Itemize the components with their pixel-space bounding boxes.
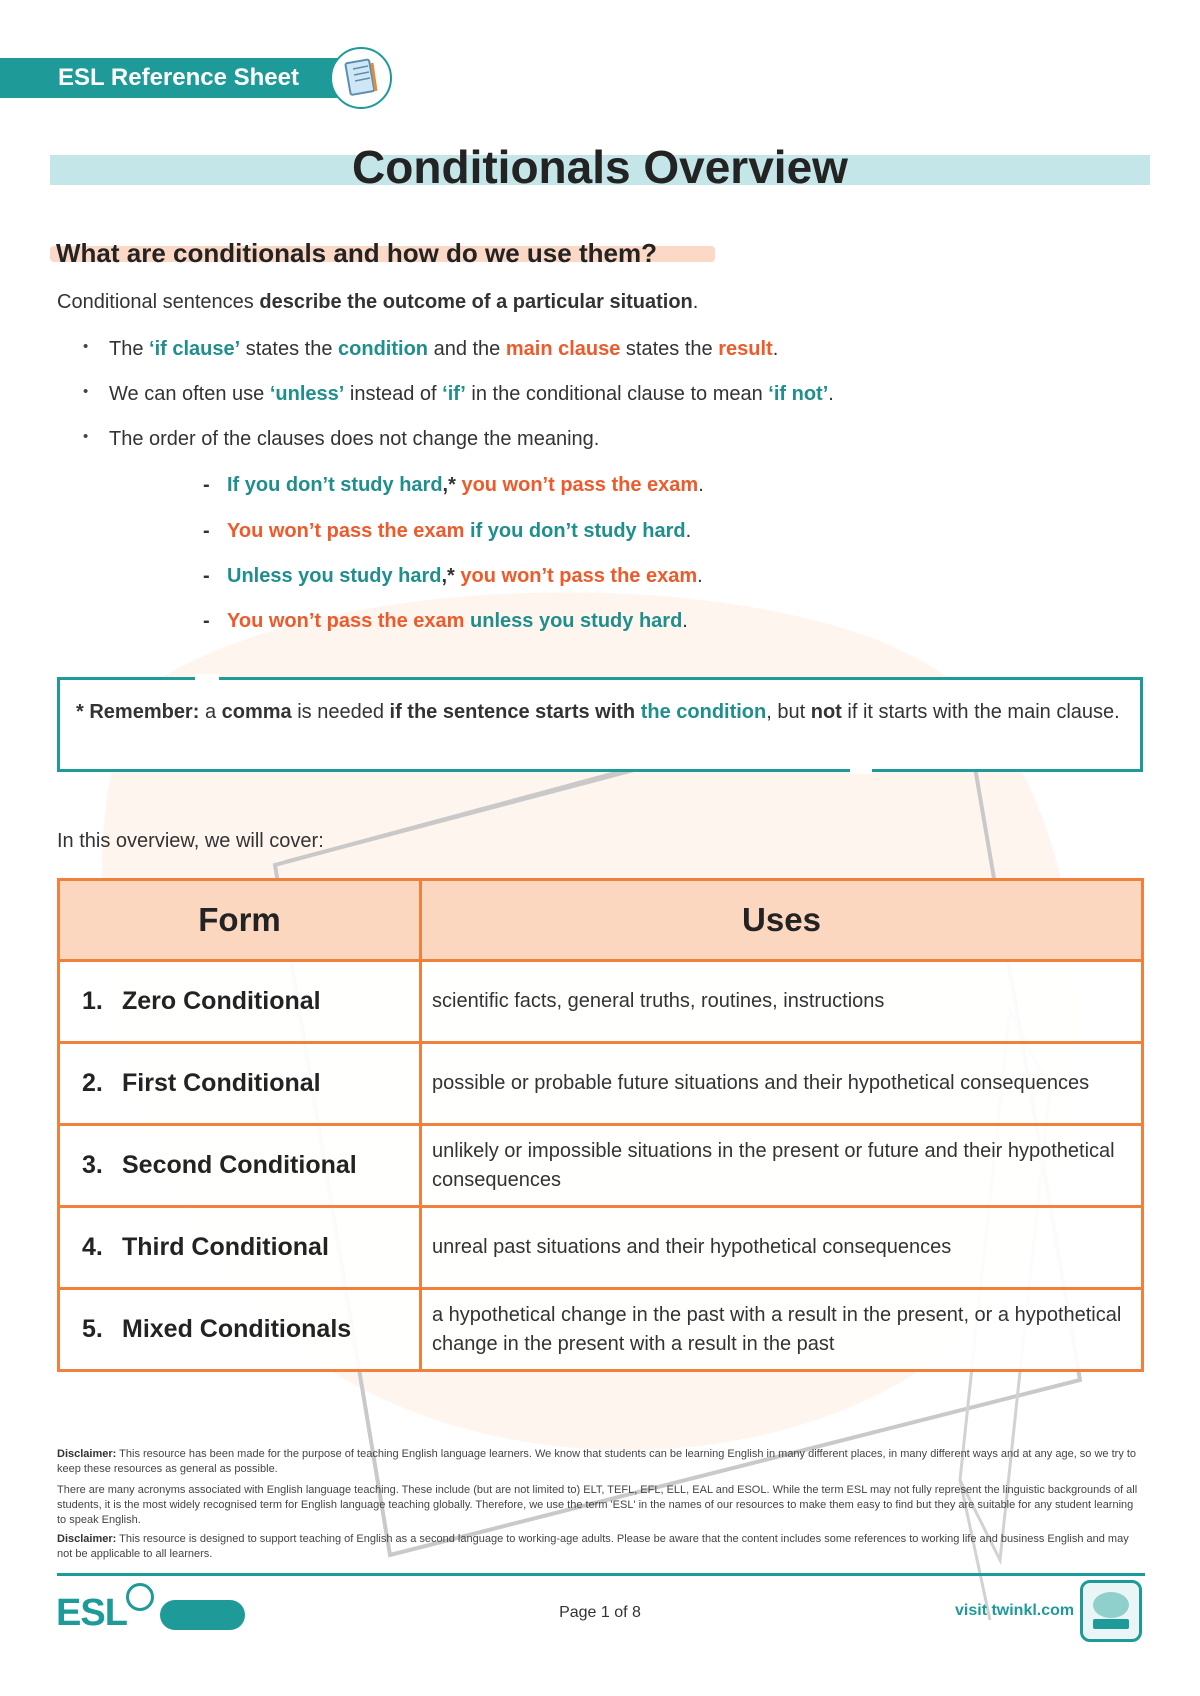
ribbon-label: ESL Reference Sheet xyxy=(58,64,299,91)
conditionals-table xyxy=(57,878,1144,1372)
disclaimer-3: Disclaimer: This resource is designed to support teaching of English as a second language to working-age adults. Please be aware that the content includes some references to working life and business English and may not be applicable to all learners. xyxy=(57,1533,1129,1560)
section-heading: What are conditionals and how do we use them? xyxy=(56,238,657,268)
form-cell: 2. First Conditional xyxy=(59,1043,421,1125)
table-row xyxy=(59,1289,1143,1371)
esl-logo: ESL xyxy=(56,1592,127,1634)
intro-end: . xyxy=(692,291,699,313)
header-uses: Uses xyxy=(421,880,1143,961)
table-row xyxy=(59,1043,1143,1125)
page-number: Page 1 of 8 xyxy=(559,1604,641,1621)
example-1: - If you don’t study hard,* you won’t pass the exam. xyxy=(227,474,704,497)
bullet-if-clause: • The ‘if clause’ states the condition and the main clause states the result. xyxy=(109,338,778,361)
intro-plain: Conditional sentences xyxy=(57,291,260,313)
use-cell: unlikely or impossible situations in the present or future and their hypothetical consequences xyxy=(421,1125,1143,1207)
footer-divider xyxy=(57,1573,1145,1576)
form-cell: 5. Mixed Conditionals xyxy=(59,1289,421,1371)
quality-standard-badge-icon xyxy=(1080,1580,1142,1642)
intro-text xyxy=(57,291,698,314)
cover-intro: In this overview, we will cover: xyxy=(57,830,324,852)
bullet-order: • The order of the clauses does not change the meaning. xyxy=(109,428,599,451)
box-border-gap xyxy=(850,766,872,774)
disclaimer-2: There are many acronyms associated with English language teaching. These include (but are not limited to) ELT, TEFL, EFL, ELL, EAL and ESOL. While the term ESL may not fully represent the linguistic backgrounds of all students, it is the most widely recognised term for English language teaching globally. Therefore, we use the term 'ESL' in the names of our resources to make them easy to find but they are suitable for any student learning to speak English. xyxy=(57,1484,1138,1526)
use-cell: a hypothetical change in the past with a result in the present, or a hypothetical change in the present with a result in the past xyxy=(421,1289,1143,1371)
use-cell: possible or probable future situations and their hypothetical consequences xyxy=(421,1043,1143,1125)
table-row xyxy=(59,1125,1143,1207)
page-title: Conditionals Overview xyxy=(352,141,848,193)
example-3: - Unless you study hard,* you won’t pass the exam. xyxy=(227,565,703,588)
intro-bold: describe the outcome of a particular situation xyxy=(259,291,693,313)
header-ribbon xyxy=(0,58,340,98)
table-row xyxy=(59,1207,1143,1289)
form-cell: 3. Second Conditional xyxy=(59,1125,421,1207)
disclaimer-1: Disclaimer: This resource has been made for the purpose of teaching English language learners. We know that students can be learning English in many different places, in many different ways and at any age, so we try to keep these resources as general as possible. xyxy=(57,1448,1137,1475)
bullet-unless: • We can often use ‘unless’ instead of ‘if’ in the conditional clause to mean ‘if not’. xyxy=(109,383,834,406)
remember-note-box: * Remember: a comma is needed if the sentence starts with the condition, but not if it starts with the main clause. xyxy=(57,677,1143,772)
form-cell: 1. Zero Conditional xyxy=(59,961,421,1043)
use-cell: scientific facts, general truths, routines, instructions xyxy=(421,961,1143,1043)
box-border-gap xyxy=(195,674,219,682)
header-form: Form xyxy=(59,880,421,961)
example-2: - You won’t pass the exam if you don’t study hard. xyxy=(227,520,691,543)
notepad-icon xyxy=(330,47,392,109)
example-4: - You won’t pass the exam unless you study hard. xyxy=(227,610,688,633)
form-cell: 4. Third Conditional xyxy=(59,1207,421,1289)
table-header-row xyxy=(59,880,1143,961)
table-row xyxy=(59,961,1143,1043)
visit-link[interactable]: visit twinkl.com xyxy=(955,1602,1075,1619)
use-cell: unreal past situations and their hypothetical consequences xyxy=(421,1207,1143,1289)
